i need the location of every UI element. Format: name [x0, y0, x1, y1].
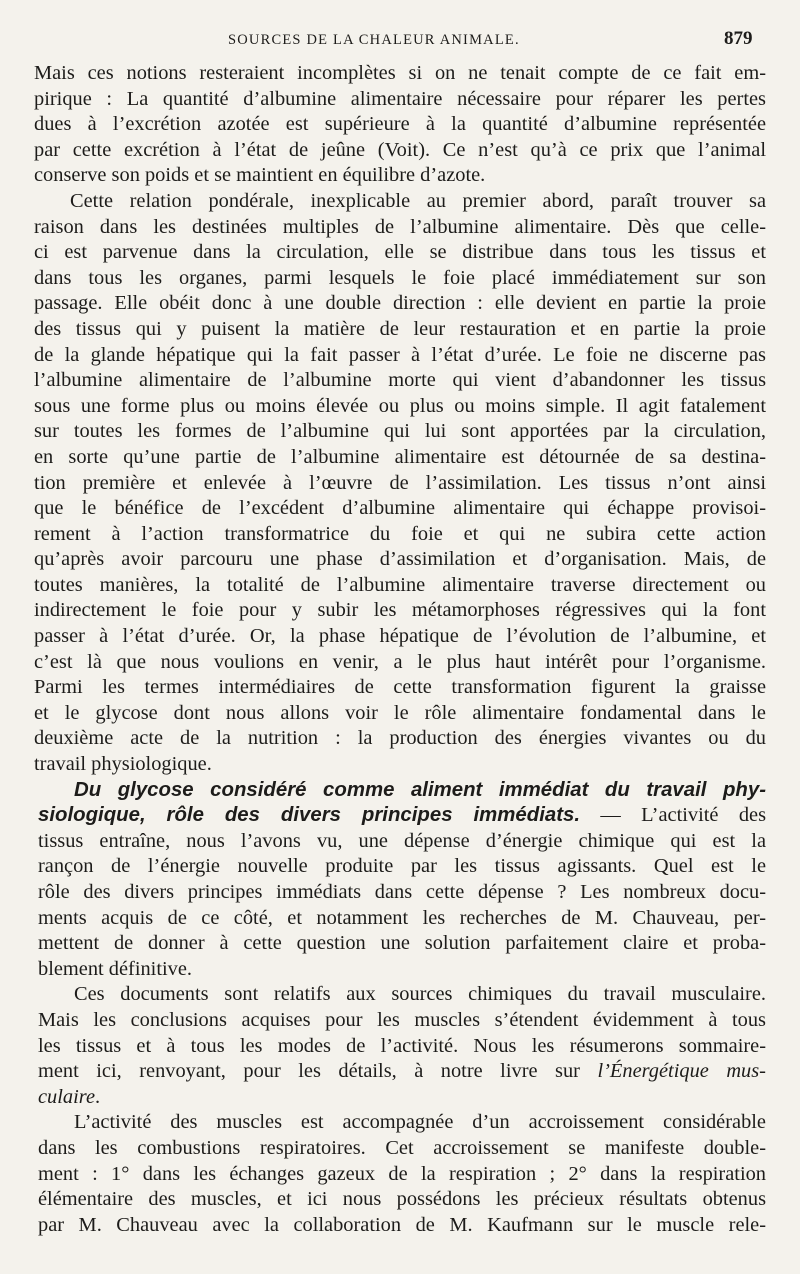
page-header	[0, 26, 800, 56]
text-segment: ment ici, renvoyant, pour les détails, à notre livre sur	[38, 1060, 580, 1083]
text-line: rôle des divers principes immédiats dans cette dépense ? Les nombreux docu-	[38, 881, 766, 903]
text-line: sur toutes les formes de l’albumine qui lui sont apportées par la circulation,	[34, 420, 766, 443]
text-line: toutes manières, la totalité de l’albumine alimentaire traverse directement ou	[34, 573, 766, 596]
text-line: Mais ces notions resteraient incomplètes si on ne tenait compte de ce fait em-	[34, 62, 766, 84]
text-line: ment : 1° dans les échanges gazeux de la respiration ; 2° dans la respiration	[38, 1162, 766, 1185]
text-line: en sorte qu’une partie de l’albumine alimentaire est détournée de sa destina-	[34, 445, 766, 468]
section-heading: Du glycose considéré comme aliment immédiat du travail phy-	[74, 778, 766, 801]
text-line: les tissus et à tous les modes de l’activité. Nous les résumerons sommaire-	[38, 1034, 766, 1057]
text-line: des tissus qui y puisent la matière de leur restauration et en partie la proie	[34, 317, 766, 340]
text-line: Cette relation pondérale, inexplicable au premier abord, paraît trouver sa	[70, 189, 766, 212]
text-line: que le bénéfice de l’excédent d’albumine alimentaire qui échappe provisoi-	[34, 497, 766, 520]
text-line: passage. Elle obéit donc à une double direction : elle devient en partie la proie	[34, 292, 766, 315]
text-line: L’activité des muscles est accompagnée d’un accroissement considérable	[74, 1111, 766, 1134]
text-line: deuxième acte de la nutrition : la production des énergies vivantes ou du	[34, 727, 766, 750]
text-line: Ces documents sont relatifs aux sources chimiques du travail musculaire.	[74, 983, 766, 1006]
paragraph	[34, 1110, 766, 1238]
text-line: sous une forme plus ou moins élevée ou plus ou moins simple. Il agit fatalement	[34, 394, 766, 417]
section-heading: siologique, rôle des divers principes immédiats.	[38, 804, 580, 827]
body-text	[34, 61, 766, 1238]
text-line: dans les combustions respiratoires. Cet accroissement se manifeste double-	[38, 1136, 766, 1159]
heading-tail: — L’activité des	[580, 804, 767, 827]
page-number: 879	[724, 28, 753, 49]
text-line: ci est parvenue dans la circulation, elle se distribue dans tous les tissus et	[34, 241, 766, 264]
text-line: par cette excrétion à l’état de jeûne (Voit). Ce n’est qu’à ce prix que l’animal	[34, 138, 766, 161]
text-line: blement définitive.	[38, 957, 193, 980]
paragraph	[34, 982, 766, 1110]
text-line: Mais les conclusions acquises pour les muscles s’étendent évidemment à tous	[38, 1008, 766, 1031]
text-line: indirectement le foie pour y subir les métamorphoses régressives qui la font	[34, 599, 766, 622]
text-line	[38, 1059, 766, 1085]
text-line: ments acquis de ce côté, et notamment les recherches de M. Chauveau, per-	[38, 906, 766, 929]
paragraph	[34, 61, 766, 189]
book-title: l’Énergétique mus-	[597, 1060, 766, 1083]
text-line: rement à l’action transformatrice du foie et qui ne subira cette action	[34, 522, 766, 545]
text-line: passer à l’état d’urée. Or, la phase hépatique de l’évolution de l’albumine, et	[34, 625, 766, 648]
text-line: conserve son poids et se maintient en équilibre d’azote.	[34, 164, 486, 187]
text-line: élémentaire des muscles, et ici nous possédons les précieux résultats obtenus	[38, 1188, 766, 1211]
text-line: c’est là que nous voulions en venir, a le plus haut intérêt pour l’organisme.	[34, 650, 766, 673]
text-line: qu’après avoir parcouru une phase d’assimilation et d’organisation. Mais, de	[34, 548, 766, 571]
text-line: rançon de l’énergie nouvelle produite par les tissus agissants. Quel est le	[38, 855, 766, 878]
text-line: pirique : La quantité d’albumine alimentaire nécessaire pour réparer les pertes	[34, 87, 766, 110]
text-line: Parmi les termes intermédiaires de cette transformation figurent la graisse	[34, 676, 766, 699]
paragraph	[34, 189, 766, 778]
text-line: mettent de donner à cette question une solution parfaitement claire et proba-	[38, 932, 766, 955]
text-line: de la glande hépatique qui la fait passer à l’état d’urée. Le foie ne discerne pas	[34, 343, 766, 366]
book-title: culaire	[38, 1085, 95, 1108]
running-title: SOURCES DE LA CHALEUR ANIMALE.	[228, 32, 520, 48]
text-line	[38, 1085, 766, 1111]
text-line	[38, 803, 766, 829]
text-line: dues à l’excrétion azotée est supérieure à la quantité d’albumine représentée	[34, 113, 766, 136]
text-line: raison dans les destinées multiples de l’albumine alimentaire. Dès que celle-	[34, 215, 766, 238]
paragraph	[34, 778, 766, 983]
text-line: travail physiologique.	[34, 753, 212, 776]
text-line: dans tous les organes, parmi lesquels le foie placé immédiatement sur son	[34, 266, 766, 289]
text-line: l’albumine alimentaire de l’albumine morte qui vient d’abandonner les tissus	[34, 369, 766, 392]
closing-punctuation: .	[95, 1085, 101, 1108]
text-line: tion première et enlevée à l’œuvre de l’assimilation. Les tissus n’ont ainsi	[34, 471, 766, 494]
text-line: et le glycose dont nous allons voir le rôle alimentaire fondamental dans le	[34, 701, 766, 724]
text-line: tissus entraîne, nous l’avons vu, une dépense d’énergie chimique qui est la	[38, 829, 766, 852]
text-line: par M. Chauveau avec la collaboration de M. Kaufmann sur le muscle rele-	[38, 1213, 766, 1236]
